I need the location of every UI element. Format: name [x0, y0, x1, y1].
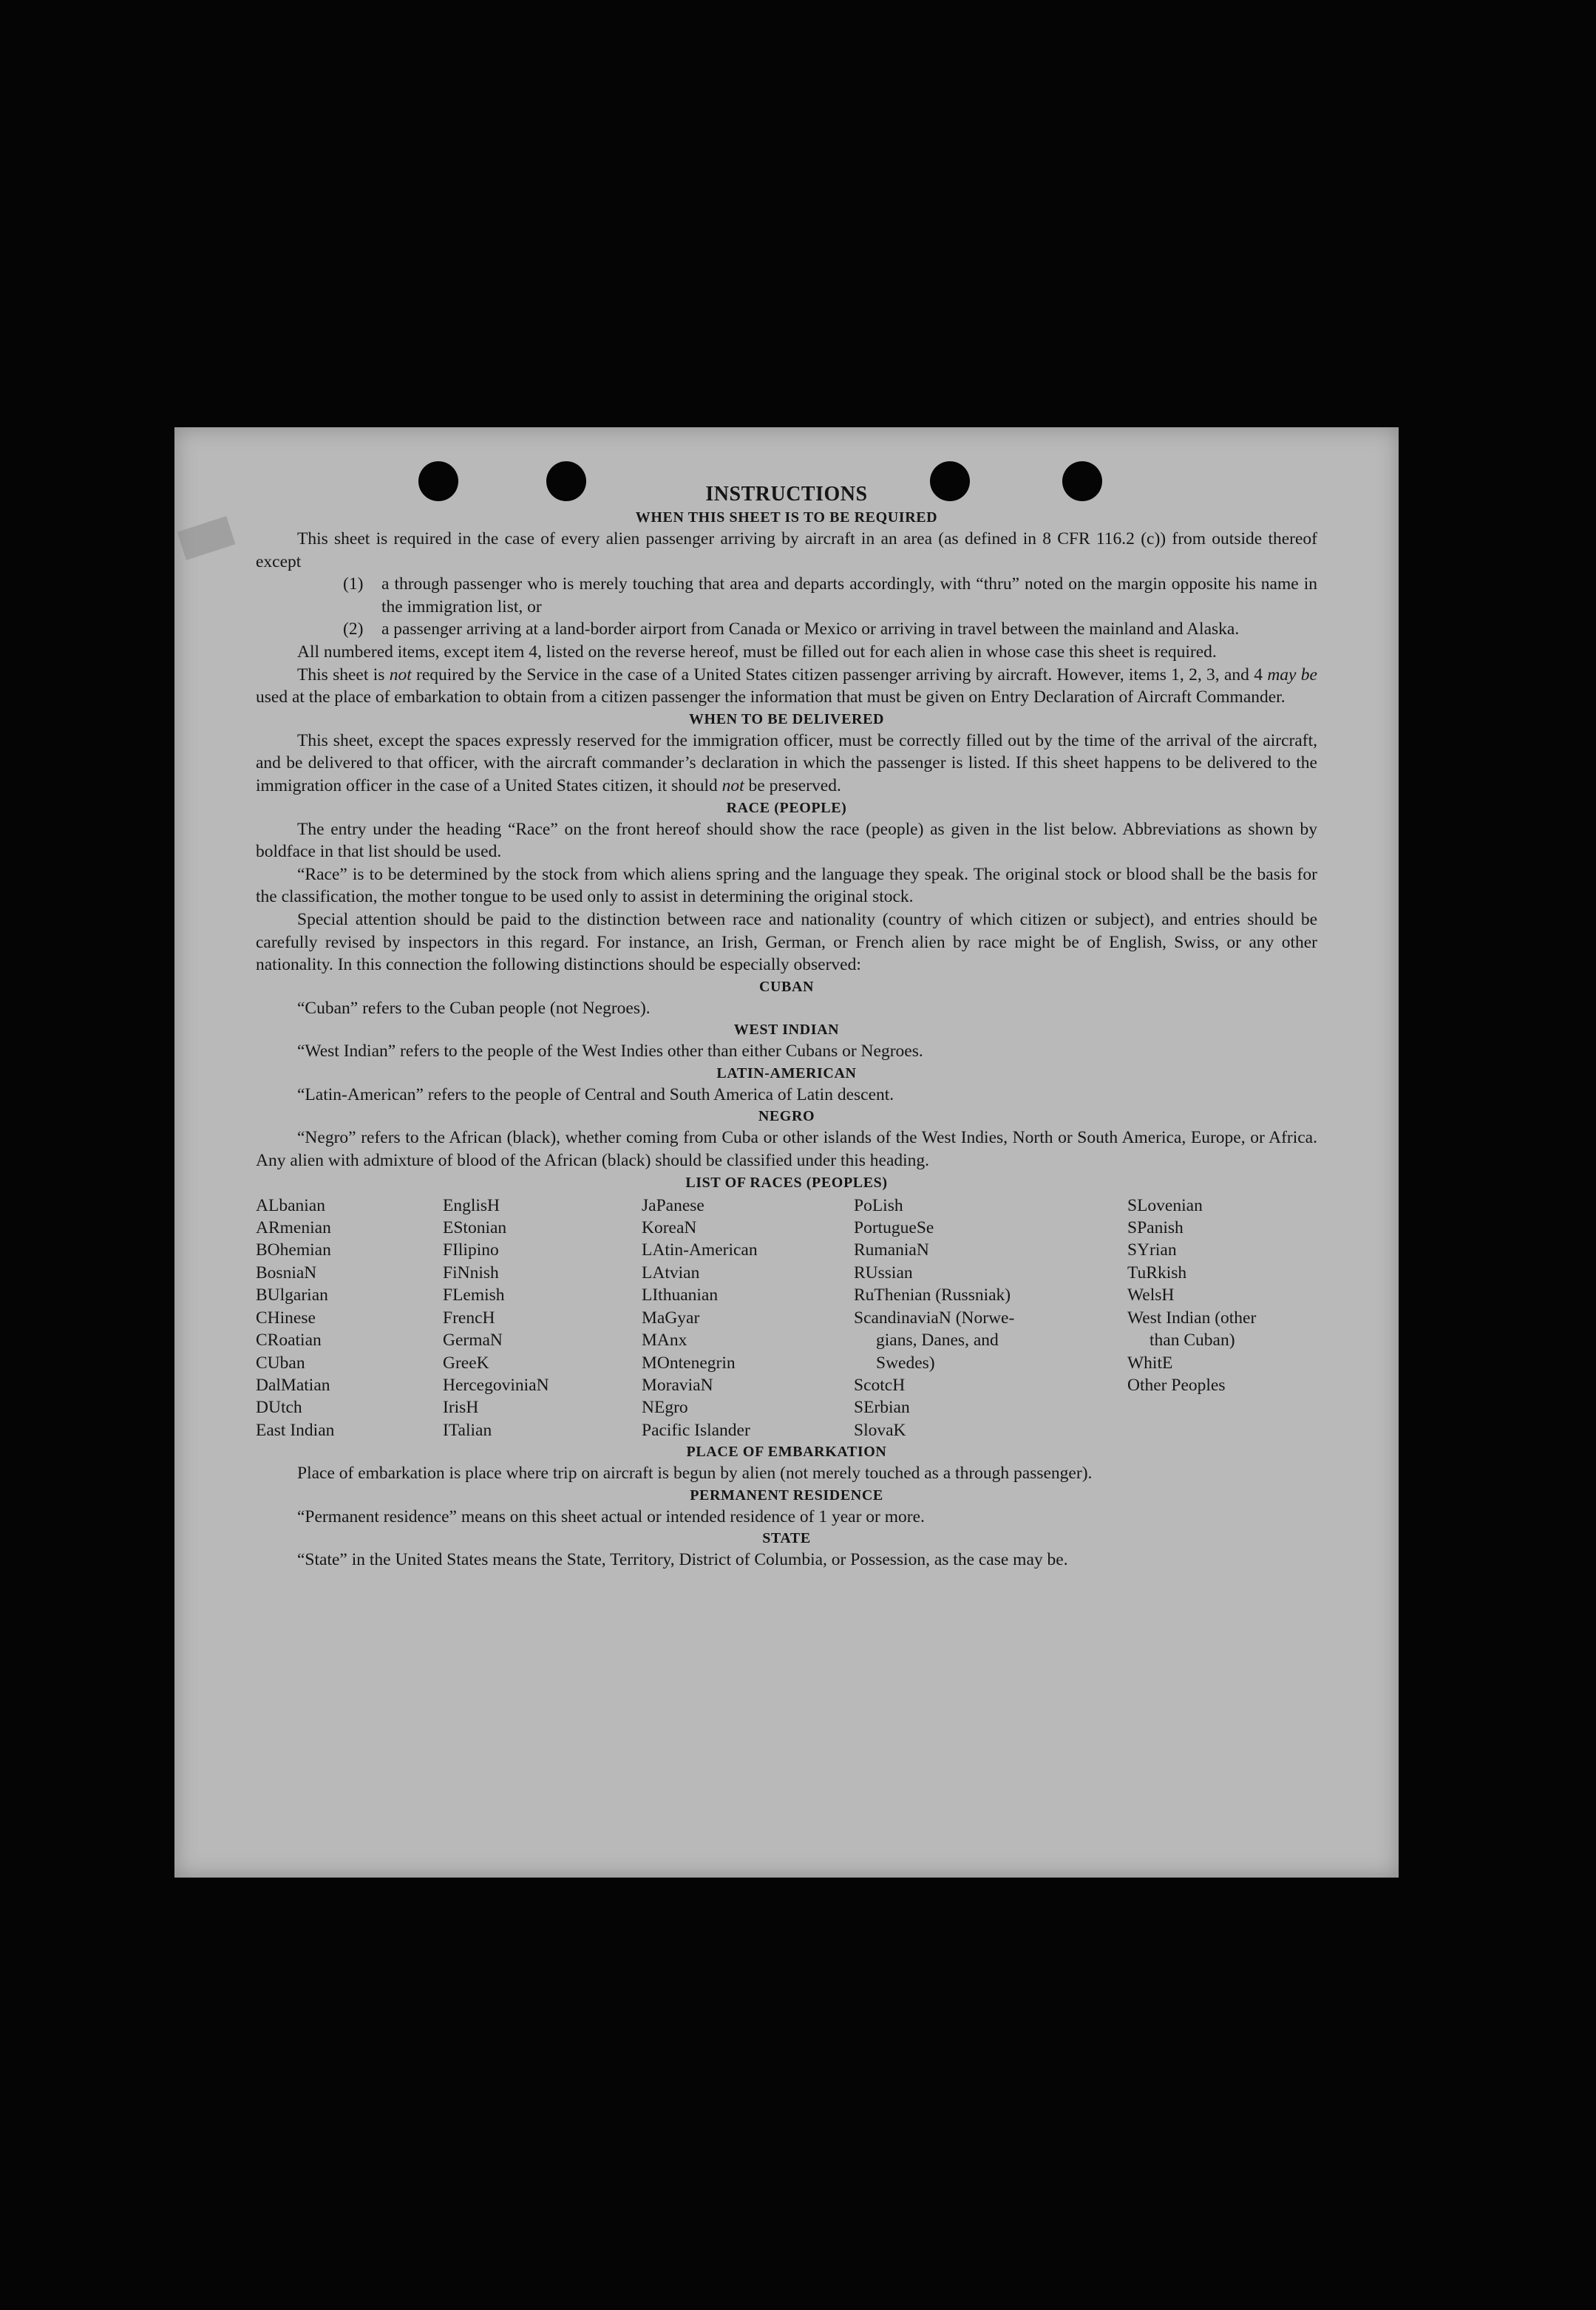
- race-entry: Other Peoples: [1127, 1375, 1226, 1395]
- race-entry: EnglisH: [443, 1195, 500, 1215]
- race-entry: SYrian: [1127, 1240, 1177, 1260]
- races-column: [443, 1195, 642, 1441]
- race-entry: FLemish: [443, 1285, 505, 1305]
- section-heading: WHEN THIS SHEET IS TO BE REQUIRED: [635, 509, 938, 526]
- section-heading: CUBAN: [758, 978, 815, 995]
- paragraph: The entry under the heading “Race” on the front hereof should show the race (people) as given in the list below. Abbreviations as shown by boldface in that list should be used.: [256, 819, 1317, 862]
- list-item: [343, 618, 1317, 641]
- race-entry: SLovenian: [1127, 1195, 1203, 1215]
- section-heading: RACE (PEOPLE): [726, 799, 847, 816]
- section-heading: PERMANENT RESIDENCE: [690, 1487, 883, 1504]
- races-column: [642, 1195, 854, 1441]
- race-entry: gians, Danes, and: [876, 1331, 999, 1351]
- race-entry: HercegoviniaN: [443, 1375, 549, 1395]
- race-entry: EStonian: [443, 1218, 507, 1238]
- paragraph: This sheet, except the spaces expressly reserved for the immigration officer, must be correctly filled out by the time of the arrival of the aircraft, and be delivered to that officer, with the aircraft commander’s declaration in which the passenger is listed. If this sheet happens to be delivered to the immigration officer in the case of a United States citizen, it should not be preserved.: [256, 730, 1317, 795]
- section-heading: STATE: [762, 1530, 811, 1547]
- race-entry: WelsH: [1127, 1285, 1175, 1305]
- section-heading: WHEN TO BE DELIVERED: [688, 710, 885, 727]
- race-entry: CUban: [256, 1353, 305, 1373]
- paragraph: “State” in the United States means the State, Territory, District of Columbia, or Possession, as the case may be.: [297, 1550, 1068, 1570]
- race-entry: NEgro: [642, 1398, 688, 1418]
- item-number: (1): [343, 574, 364, 594]
- race-entry: ALbanian: [256, 1195, 325, 1215]
- race-entry: BUlgarian: [256, 1285, 328, 1305]
- paragraph: “West Indian” refers to the people of the West Indies other than either Cubans or Negroes.: [297, 1042, 923, 1061]
- race-entry: ScotcH: [854, 1375, 906, 1395]
- paragraph: This sheet is not required by the Service in the case of a United States citizen passenger arriving by aircraft. However, items 1, 2, 3, and 4 may be used at the place of embarkation to obtain from a citizen passenger the information that must be given on Entry Declaration of Aircraft Commander.: [256, 665, 1317, 707]
- race-entry: KoreaN: [642, 1218, 697, 1238]
- page-title: INSTRUCTIONS: [705, 483, 868, 506]
- paragraph: “Race” is to be determined by the stock from which aliens spring and the language they speak. The original stock or blood shall be the basis for the classification, the mother tongue to be used only to assist in determining the original stock.: [256, 864, 1317, 907]
- race-entry: ARmenian: [256, 1218, 331, 1238]
- race-entry: GermaN: [443, 1331, 503, 1351]
- race-entry: JaPanese: [642, 1195, 704, 1215]
- paragraph: Special attention should be paid to the distinction between race and nationality (country of which citizen or subject), and entries should be carefully revised by inspectors in this regard. For instance, an Irish, German, or French alien by race might be of English, Swiss, or any other nationality. In this connection the following distinctions should be especially observed:: [256, 909, 1317, 975]
- item-number: (2): [343, 619, 364, 639]
- race-entry: MAnx: [642, 1331, 687, 1351]
- race-entry: MaGyar: [642, 1308, 700, 1328]
- race-entry: GreeK: [443, 1353, 489, 1373]
- race-entry: East Indian: [256, 1420, 335, 1440]
- races-column: [1127, 1195, 1317, 1441]
- race-entry: FiNnish: [443, 1263, 499, 1283]
- list-item: [343, 573, 1317, 618]
- section-heading: LIST OF RACES (PEOPLES): [685, 1174, 888, 1191]
- paragraph: “Permanent residence” means on this sheet actual or intended residence of 1 year or more.: [297, 1506, 925, 1526]
- race-entry: RuThenian (Russniak): [854, 1285, 1011, 1305]
- race-entry: MoraviaN: [642, 1375, 713, 1395]
- race-entry: PortugueSe: [854, 1218, 934, 1238]
- race-entry: DUtch: [256, 1398, 302, 1418]
- document-sheet: [174, 427, 1399, 1878]
- section-heading: LATIN-AMERICAN: [716, 1064, 857, 1081]
- paragraph: “Latin-American” refers to the people of Central and South America of Latin descent.: [297, 1084, 894, 1104]
- race-entry: LAtvian: [642, 1263, 700, 1283]
- race-entry: LIthuanian: [642, 1285, 719, 1305]
- faded-stamp: [177, 516, 236, 560]
- paragraph: “Cuban” refers to the Cuban people (not Negroes).: [297, 998, 651, 1018]
- race-entry: SlovaK: [854, 1420, 906, 1440]
- race-entry: ScandinaviaN (Norwe-: [854, 1308, 1015, 1328]
- race-entry: LAtin-American: [642, 1240, 758, 1260]
- paragraph: This sheet is required in the case of every alien passenger arriving by aircraft in an area (as defined in 8 CFR 116.2 (c)) from outside thereof except: [256, 529, 1317, 571]
- race-entry: TuRkish: [1127, 1263, 1187, 1283]
- race-entry: IrisH: [443, 1398, 479, 1418]
- race-entry: than Cuban): [1150, 1331, 1235, 1351]
- section-heading: PLACE OF EMBARKATION: [686, 1444, 887, 1461]
- race-entry: DalMatian: [256, 1375, 330, 1395]
- paragraph: All numbered items, except item 4, listed on the reverse hereof, must be filled out for each alien in whose case this sheet is required.: [297, 642, 1217, 662]
- race-entry: RUssian: [854, 1263, 913, 1283]
- race-entry: PoLish: [854, 1195, 903, 1215]
- race-entry: SPanish: [1127, 1218, 1184, 1238]
- race-entry: CRoatian: [256, 1331, 322, 1351]
- race-entry: WhitE: [1127, 1353, 1173, 1373]
- race-entry: Pacific Islander: [642, 1420, 750, 1440]
- instructions-text: [256, 482, 1317, 1572]
- item-text: a passenger arriving at a land-border airport from Canada or Mexico or arriving in travel between the mainland and Alaska.: [381, 619, 1240, 639]
- race-entry: FIlipino: [443, 1240, 499, 1260]
- paragraph: Place of embarkation is place where trip on aircraft is begun by alien (not merely touched as a through passenger).: [297, 1464, 1093, 1484]
- section-heading: WEST INDIAN: [733, 1022, 840, 1039]
- race-entry: Swedes): [876, 1353, 935, 1373]
- item-text: a through passenger who is merely touching that area and departs accordingly, with “thru” noted on the margin opposite his name in the immigration list, or: [381, 574, 1317, 616]
- race-entry: ITalian: [443, 1420, 492, 1440]
- paragraph: “Negro” refers to the African (black), whether coming from Cuba or other islands of the West Indies, North or South America, Europe, or Africa. Any alien with admixture of blood of the African (black) should be classified under this heading.: [256, 1128, 1317, 1171]
- race-entry: CHinese: [256, 1308, 316, 1328]
- race-entry: MOntenegrin: [642, 1353, 736, 1373]
- races-column: [854, 1195, 1127, 1441]
- races-list: [256, 1195, 1317, 1441]
- races-column: [256, 1195, 443, 1441]
- race-entry: BOhemian: [256, 1240, 331, 1260]
- race-entry: SErbian: [854, 1398, 910, 1418]
- race-entry: FrencH: [443, 1308, 495, 1328]
- race-entry: RumaniaN: [854, 1240, 929, 1260]
- race-entry: West Indian (other: [1127, 1308, 1257, 1328]
- section-heading: NEGRO: [758, 1108, 815, 1125]
- race-entry: BosniaN: [256, 1263, 317, 1283]
